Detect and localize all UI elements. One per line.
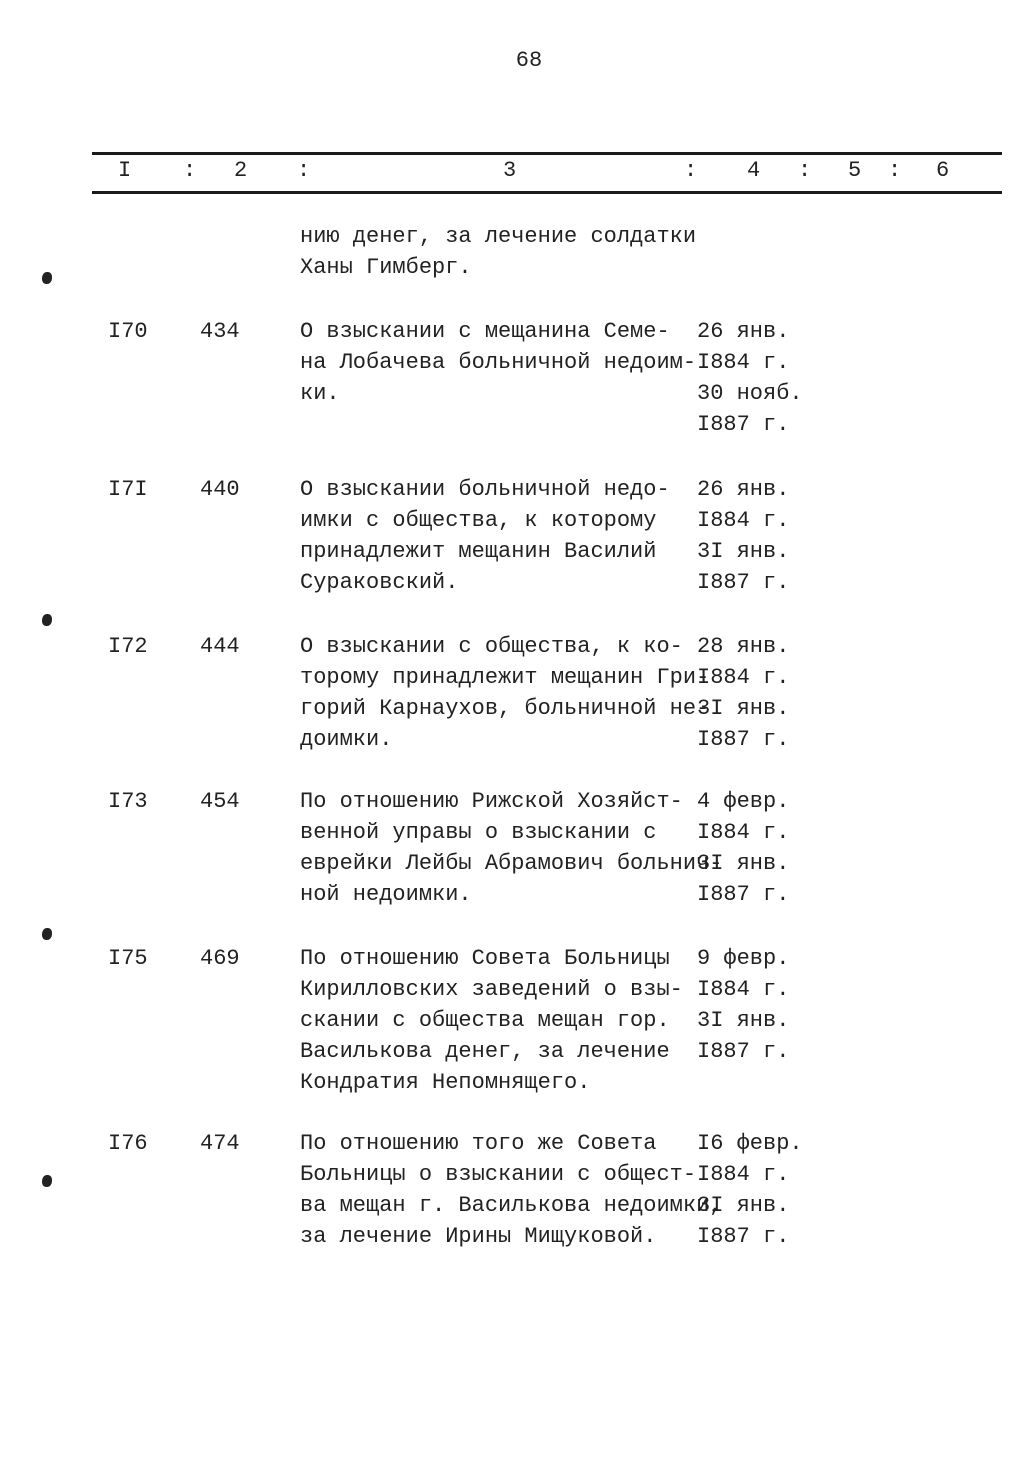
- entry-dates: [697, 1128, 803, 1252]
- entry-text: [300, 316, 696, 409]
- date-line: I887 г.: [697, 1224, 790, 1249]
- entry-dates: [697, 631, 789, 755]
- date-line: I884 г.: [697, 350, 790, 375]
- separator: :: [798, 158, 812, 183]
- date-line: I884 г.: [697, 508, 790, 533]
- date-line: I887 г.: [697, 570, 790, 595]
- date-line: I884 г.: [697, 820, 790, 845]
- col-3-header: 3: [503, 158, 517, 183]
- binding-hole-mark: [42, 272, 52, 284]
- text-line: венной управы о взыскании с: [300, 820, 657, 845]
- file-number: 434: [200, 319, 240, 344]
- text-line: По отношению Рижской Хозяйст-: [300, 789, 683, 814]
- entry-number: I70: [108, 319, 148, 344]
- entry-dates: [697, 786, 789, 910]
- separator: :: [183, 158, 197, 183]
- text-line: Больницы о взыскании с общест-: [300, 1162, 697, 1187]
- text-line: Ханы Гимберг.: [300, 255, 472, 280]
- text-line: По отношению Совета Больницы: [300, 946, 670, 971]
- date-line: I887 г.: [697, 1039, 790, 1064]
- entry-text: [300, 786, 722, 910]
- entry-text: [300, 474, 670, 598]
- col-4-header: 4: [747, 158, 761, 183]
- entry-number: I7I: [108, 477, 148, 502]
- date-line: I884 г.: [697, 977, 790, 1002]
- date-line: 26 янв.: [697, 477, 790, 502]
- date-line: 4 февр.: [697, 789, 790, 814]
- page-number: 68: [515, 48, 543, 73]
- text-line: О взыскании с общества, к ко-: [300, 634, 683, 659]
- entry-dates: [697, 474, 789, 598]
- file-number: 454: [200, 789, 240, 814]
- text-line: ва мещан г. Василькова недоимки,: [300, 1193, 723, 1218]
- entry-number: I76: [108, 1131, 148, 1156]
- text-line: Кирилловских заведений о взы-: [300, 977, 683, 1002]
- date-line: I884 г.: [697, 1162, 790, 1187]
- table-top-rule: [92, 152, 1002, 155]
- text-line: горий Карнаухов, больничной не-: [300, 696, 710, 721]
- text-line: О взыскании больничной недо-: [300, 477, 670, 502]
- date-line: I887 г.: [697, 412, 790, 437]
- date-line: 3I янв.: [697, 1008, 790, 1033]
- separator: :: [684, 158, 698, 183]
- date-line: 30 нояб.: [697, 381, 803, 406]
- entry-dates: [697, 943, 789, 1067]
- text-line: По отношению того же Совета: [300, 1131, 657, 1156]
- text-line: нию денег, за лечение солдатки: [300, 224, 697, 249]
- text-line: Кондратия Непомнящего.: [300, 1070, 591, 1095]
- date-line: 3I янв.: [697, 851, 790, 876]
- text-line: Сураковский.: [300, 570, 459, 595]
- col-1-header: I: [118, 158, 132, 183]
- entry-text: [300, 221, 696, 283]
- date-line: I887 г.: [697, 882, 790, 907]
- text-line: ной недоимки.: [300, 882, 472, 907]
- entry-number: I73: [108, 789, 148, 814]
- entry-text: [300, 943, 683, 1098]
- date-line: I887 г.: [697, 727, 790, 752]
- text-line: ки.: [300, 381, 340, 406]
- text-line: на Лобачева больничной недоим-: [300, 350, 697, 375]
- date-line: 3I янв.: [697, 539, 790, 564]
- separator: :: [297, 158, 311, 183]
- table-header-rule: [92, 191, 1002, 194]
- file-number: 469: [200, 946, 240, 971]
- date-line: 28 янв.: [697, 634, 790, 659]
- date-line: 3I янв.: [697, 696, 790, 721]
- entry-text: [300, 1128, 722, 1252]
- col-5-header: 5: [848, 158, 862, 183]
- text-line: имки с общества, к которому: [300, 508, 657, 533]
- entry-dates: [697, 316, 803, 440]
- text-line: еврейки Лейбы Абрамович больнич-: [300, 851, 723, 876]
- text-line: скании с общества мещан гор.: [300, 1008, 670, 1033]
- text-line: торому принадлежит мещанин Гри-: [300, 665, 710, 690]
- text-line: О взыскании с мещанина Семе-: [300, 319, 670, 344]
- col-6-header: 6: [936, 158, 950, 183]
- file-number: 440: [200, 477, 240, 502]
- date-line: 26 янв.: [697, 319, 790, 344]
- entry-number: I72: [108, 634, 148, 659]
- binding-hole-mark: [42, 614, 52, 626]
- entry-text: [300, 631, 709, 755]
- binding-hole-mark: [42, 928, 52, 940]
- entry-number: I75: [108, 946, 148, 971]
- date-line: 9 февр.: [697, 946, 790, 971]
- text-line: доимки.: [300, 727, 393, 752]
- file-number: 444: [200, 634, 240, 659]
- text-line: за лечение Ирины Мищуковой.: [300, 1224, 657, 1249]
- file-number: 474: [200, 1131, 240, 1156]
- binding-hole-mark: [42, 1175, 52, 1187]
- text-line: принадлежит мещанин Василий: [300, 539, 657, 564]
- text-line: Василькова денег, за лечение: [300, 1039, 670, 1064]
- separator: :: [888, 158, 902, 183]
- date-line: I6 февр.: [697, 1131, 803, 1156]
- date-line: 3I янв.: [697, 1193, 790, 1218]
- date-line: I884 г.: [697, 665, 790, 690]
- col-2-header: 2: [234, 158, 248, 183]
